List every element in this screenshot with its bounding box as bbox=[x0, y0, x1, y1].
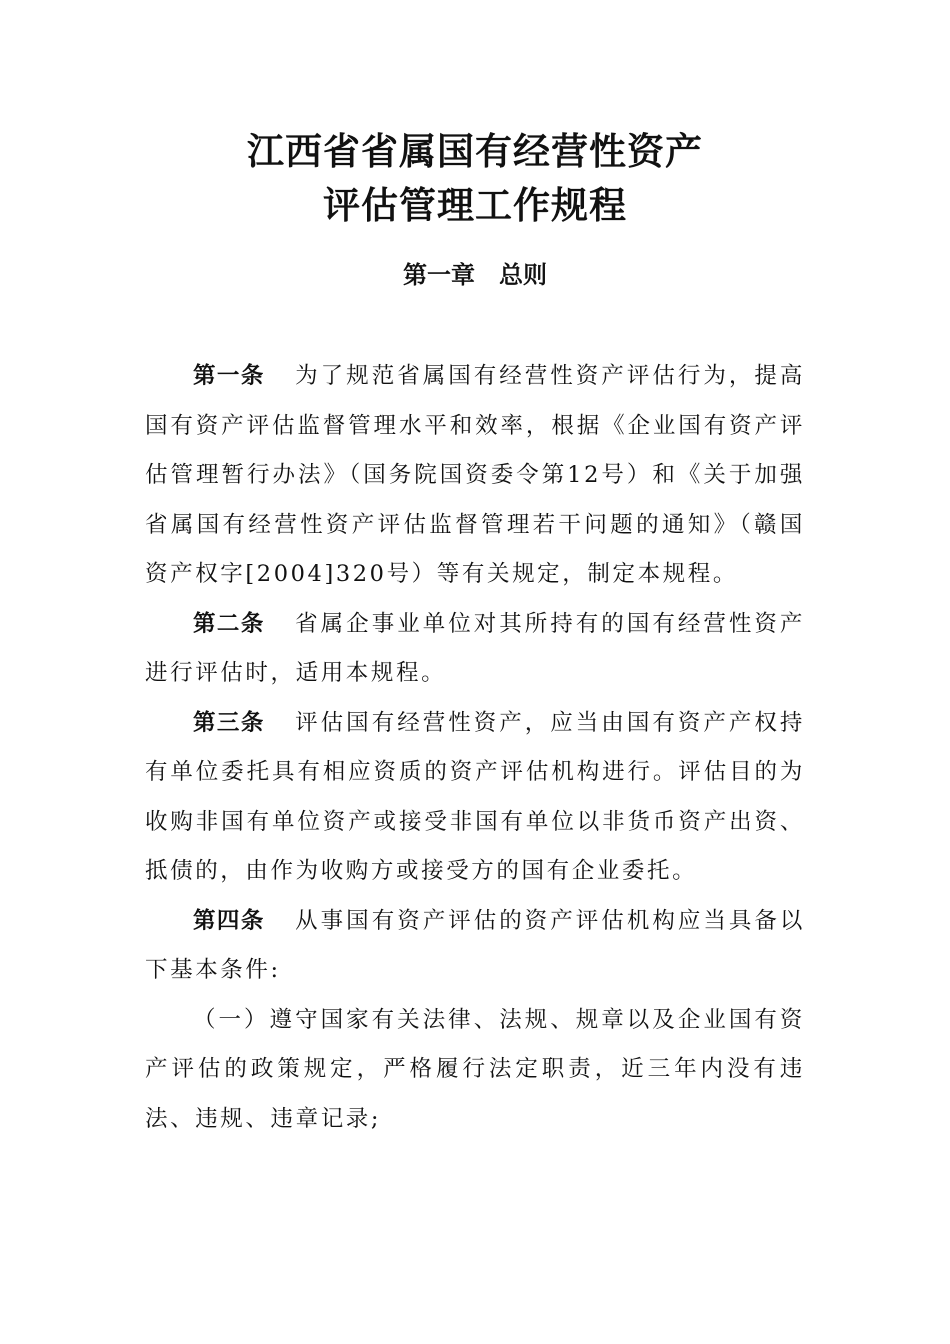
article-1-label: 第一条 bbox=[193, 363, 265, 389]
article-2-label: 第二条 bbox=[193, 610, 265, 637]
article-1-text: 为了规范省属国有经营性资产评估行为，提高国有资产评估监督管理水平和效率，根据《企业国有资产评估管理暂行办法》（国务院国资委令第12号）和《关于加强省属国有经营性资产评估监督管理若干问题的通知》（赣国资产权字[2004]320号）等有关规定，制定本规程。 bbox=[145, 363, 805, 587]
document-body bbox=[145, 352, 805, 1144]
article-3-label: 第三条 bbox=[193, 709, 265, 736]
article-2 bbox=[145, 600, 805, 699]
chapter-heading: 第一章 总则 bbox=[403, 261, 547, 289]
article-3-text: 评估国有经营性资产，应当由国有资产产权持有单位委托具有相应资质的资产评估机构进行。评估目的为收购非国有单位资产或接受非国有单位以非货币资产出资、抵债的，由作为收购方或接受方的国有企业委托。 bbox=[145, 709, 805, 884]
article-4 bbox=[145, 897, 805, 996]
document-title-line-1: 江西省省属国有经营性资产 bbox=[247, 130, 703, 173]
article-1 bbox=[145, 352, 805, 600]
article-2-text: 省属企事业单位对其所持有的国有经营性资产进行评估时，适用本规程。 bbox=[145, 610, 805, 686]
article-3 bbox=[145, 699, 805, 897]
article-4-item-1: （一）遵守国家有关法律、法规、规章以及企业国有资产评估的政策规定，严格履行法定职责，近三年内没有违法、违规、违章记录; bbox=[145, 1006, 805, 1132]
document-title-line-2: 评估管理工作规程 bbox=[323, 184, 627, 227]
article-4-label: 第四条 bbox=[193, 907, 265, 934]
article-4-text: 从事国有资产评估的资产评估机构应当具备以下基本条件: bbox=[145, 907, 805, 983]
